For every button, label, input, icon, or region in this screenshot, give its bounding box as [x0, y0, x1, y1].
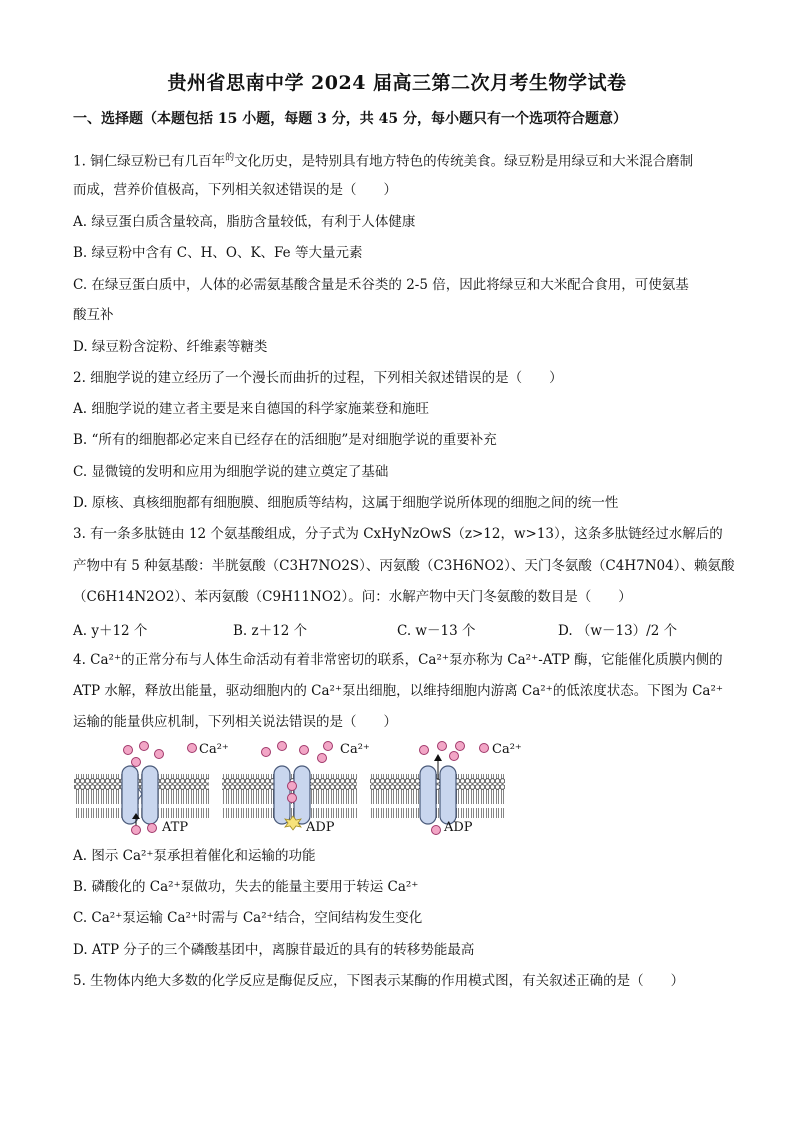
q2-option-a: A. 细胞学说的建立者主要是来自德国的科学家施莱登和施旺: [73, 401, 429, 417]
calcium-ion: [456, 742, 465, 751]
pump-panel-2: [222, 742, 370, 836]
q2-option-c: C. 显微镜的发明和应用为细胞学说的建立奠定了基础: [73, 464, 389, 480]
q1-option-c-line1: C. 在绿豆蛋白质中，人体的必需氨基酸含量是禾谷类的 2-5 倍，因此将绿豆和大米配合食用，可使氨基: [73, 277, 689, 293]
pump-protein-right: [294, 766, 310, 824]
pump-protein-left: [274, 766, 290, 824]
calcium-ion: [278, 742, 287, 751]
calcium-ion: [155, 750, 164, 759]
q3-stem-line3: （C6H14N2O2）、苯丙氨酸（C9H11NO2）。问：水解产物中天门冬氨酸的数目是（ ）: [73, 589, 632, 605]
calcium-ion: [188, 744, 197, 753]
ion-label: Ca²⁺: [340, 742, 370, 757]
calcium-ion: [124, 746, 133, 755]
q3-option-b: B. z＋12 个: [233, 623, 308, 639]
pump-protein-left: [420, 766, 436, 824]
calcium-ion: [432, 826, 441, 835]
calcium-ion: [300, 746, 309, 755]
pump-panel-3: [370, 742, 522, 836]
q4-stem-line2: ATP 水解，释放出能量，驱动细胞内的 Ca²⁺泵出细胞，以维持细胞内游离 Ca²⁺的低浓度状态。下图为 Ca²⁺: [73, 683, 724, 699]
membrane-bilayer: [370, 774, 505, 818]
calcium-pump-diagram: [70, 740, 540, 835]
calcium-ion: [148, 824, 157, 833]
adp-label: ADP: [444, 820, 473, 835]
q4-option-b: B. 磷酸化的 Ca²⁺泵做功，失去的能量主要用于转运 Ca²⁺: [73, 879, 419, 895]
adp-label: ADP: [306, 820, 335, 835]
q4-option-a: A. 图示 Ca²⁺泵承担着催化和运输的功能: [73, 848, 316, 864]
q2-option-b: B. “所有的细胞都必定来自已经存在的活细胞”是对细胞学说的重要补充: [73, 432, 497, 448]
q4-option-d: D. ATP 分子的三个磷酸基团中，离腺苷最近的具有的转移势能最高: [73, 942, 475, 958]
calcium-ion: [288, 782, 297, 791]
pump-protein-right: [440, 766, 456, 824]
q1-option-c-line2: 酸互补: [73, 307, 114, 323]
q5-stem: 5. 生物体内绝大多数的化学反应是酶促反应，下图表示某酶的作用模式图，有关叙述正确的是（ ）: [73, 973, 685, 989]
q1-option-b: B. 绿豆粉中含有 C、H、O、K、Fe 等大量元素: [73, 245, 363, 261]
calcium-ion: [438, 742, 447, 751]
calcium-ion: [324, 742, 333, 751]
q1-option-d: D. 绿豆粉含淀粉、纤维素等糖类: [73, 339, 268, 355]
q3-option-d: D. （w－13）/2 个: [558, 623, 678, 639]
q1-option-a: A. 绿豆蛋白质含量较高，脂肪含量较低，有利于人体健康: [73, 214, 416, 230]
q1-stem-line2: 而成，营养价值极高，下列相关叙述错误的是（ ）: [73, 182, 397, 198]
calcium-ion: [288, 794, 297, 803]
calcium-ion: [480, 744, 489, 753]
q3-option-c: C. w－13 个: [397, 623, 476, 639]
calcium-ion: [450, 752, 459, 761]
calcium-ion: [420, 746, 429, 755]
q3-stem-line1: 3. 有一条多肽链由 12 个氨基酸组成，分子式为 CxHyNzOwS（z>12，w>13），这条多肽链经过水解后的: [73, 526, 723, 542]
q2-stem: 2. 细胞学说的建立经历了一个漫长而曲折的过程，下列相关叙述错误的是（ ）: [73, 370, 563, 386]
q4-stem-line3: 运输的能量供应机制，下列相关说法错误的是（ ）: [73, 714, 397, 730]
q4-stem-line1: 4. Ca²⁺的正常分布与人体生命活动有着非常密切的联系，Ca²⁺泵亦称为 Ca²⁺-ATP 酶，它能催化质膜内侧的: [73, 652, 723, 668]
calcium-ion: [318, 754, 327, 763]
ion-label: Ca²⁺: [492, 742, 522, 757]
q4-option-c: C. Ca²⁺泵运输 Ca²⁺时需与 Ca²⁺结合，空间结构发生变化: [73, 910, 423, 926]
q3-option-a: A. y＋12 个: [73, 623, 148, 639]
pump-panel-1: [74, 742, 229, 836]
q3-stem-line2: 产物中有 5 种氨基酸：半胱氨酸（C3H7NO2S）、丙氨酸（C3H6NO2）、天门冬氨酸（C4H7N04）、赖氨酸: [73, 558, 735, 574]
calcium-ion: [132, 826, 141, 835]
q2-option-d: D. 原核、真核细胞都有细胞膜、细胞质等结构，这属于细胞学说所体现的细胞之间的统一性: [73, 495, 619, 511]
q1-stem-line1: 1. 铜仁绿豆粉已有几百年$^的$文化历史，是特别具有地方特色的传统美食。绿豆粉是用绿豆和大米混合磨制: [73, 153, 694, 170]
calcium-ion: [140, 742, 149, 751]
atp-label: ATP: [162, 820, 189, 835]
section-heading: 一、选择题（本题包括 15 小题，每题 3 分，共 45 分，每小题只有一个选项符合题意）: [73, 111, 627, 127]
ion-label: Ca²⁺: [199, 742, 229, 757]
calcium-ion: [262, 748, 271, 757]
calcium-ion: [132, 758, 141, 767]
pump-protein-right: [142, 766, 158, 824]
page-title: 贵州省思南中学 2024 届高三第二次月考生物学试卷: [167, 72, 627, 94]
